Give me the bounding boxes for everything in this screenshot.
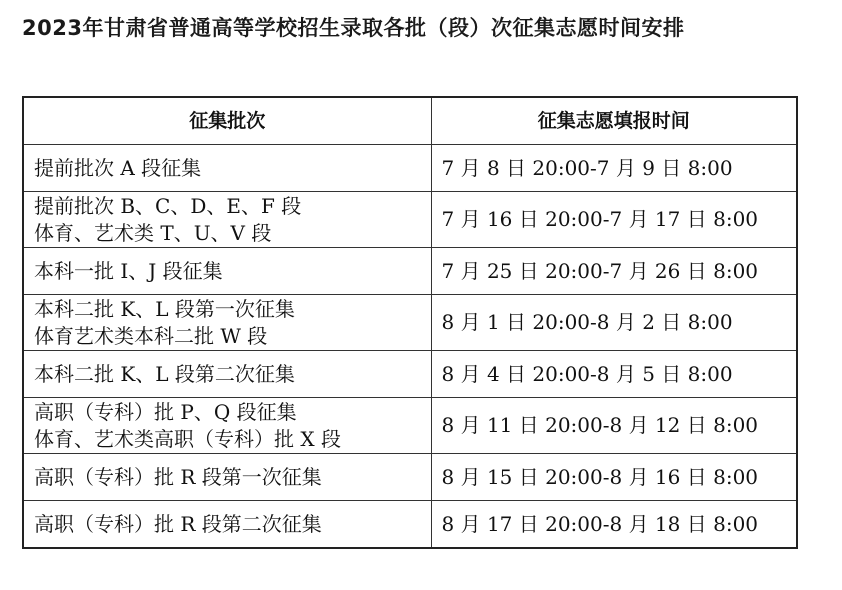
batch-line: 体育、艺术类高职（专科）批 X 段 [34, 426, 341, 451]
batch-line: 本科二批 K、L 段第一次征集 [34, 296, 295, 321]
table-row [23, 454, 797, 501]
table-header-row [23, 97, 797, 145]
time-cell: 7 月 25 日 20:00-7 月 26 日 8:00 [431, 248, 797, 295]
batch-cell [23, 295, 431, 351]
batch-line: 提前批次 A 段征集 [34, 155, 202, 180]
batch-cell [23, 398, 431, 454]
table-row [23, 351, 797, 398]
time-cell: 7 月 8 日 20:00-7 月 9 日 8:00 [431, 145, 797, 192]
batch-line: 体育艺术类本科二批 W 段 [34, 323, 268, 348]
batch-cell [23, 192, 431, 248]
table-row [23, 295, 797, 351]
time-cell: 8 月 4 日 20:00-8 月 5 日 8:00 [431, 351, 797, 398]
table-row [23, 501, 797, 549]
schedule-table [22, 96, 798, 549]
batch-line: 高职（专科）批 R 段第二次征集 [34, 511, 322, 536]
batch-line: 高职（专科）批 R 段第一次征集 [34, 464, 322, 489]
table-row [23, 398, 797, 454]
batch-line: 提前批次 B、C、D、E、F 段 [34, 193, 302, 218]
batch-line: 高职（专科）批 P、Q 段征集 [34, 399, 297, 424]
batch-cell [23, 248, 431, 295]
batch-cell [23, 454, 431, 501]
batch-cell [23, 145, 431, 192]
batch-cell [23, 351, 431, 398]
time-cell: 8 月 11 日 20:00-8 月 12 日 8:00 [431, 398, 797, 454]
time-cell: 7 月 16 日 20:00-7 月 17 日 8:00 [431, 192, 797, 248]
batch-line: 体育、艺术类 T、U、V 段 [34, 220, 272, 245]
time-cell: 8 月 1 日 20:00-8 月 2 日 8:00 [431, 295, 797, 351]
batch-line: 本科二批 K、L 段第二次征集 [34, 361, 295, 386]
batch-cell [23, 501, 431, 549]
table-row [23, 145, 797, 192]
header-time: 征集志愿填报时间 [431, 97, 797, 145]
batch-line: 本科一批 I、J 段征集 [34, 258, 223, 283]
time-cell: 8 月 15 日 20:00-8 月 16 日 8:00 [431, 454, 797, 501]
table-row [23, 192, 797, 248]
time-cell: 8 月 17 日 20:00-8 月 18 日 8:00 [431, 501, 797, 549]
header-batch: 征集批次 [23, 97, 431, 145]
table-row [23, 248, 797, 295]
page-title: 2023年甘肃省普通高等学校招生录取各批（段）次征集志愿时间安排 [22, 16, 685, 40]
